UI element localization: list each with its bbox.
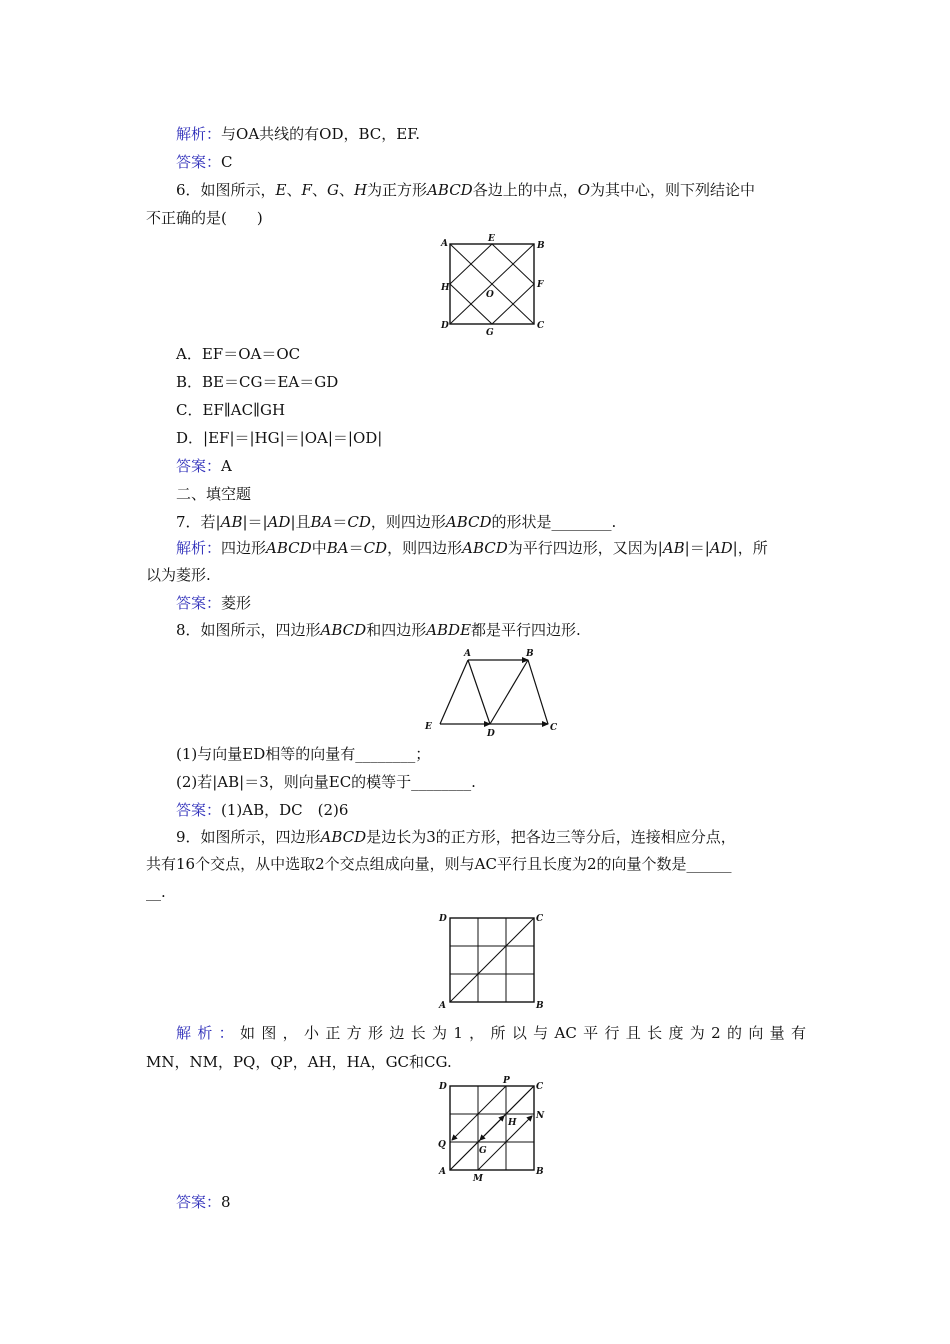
colon: ： [206, 125, 222, 143]
q6-text: 各边上的中点， [472, 181, 578, 199]
q7-var: AB [662, 539, 685, 557]
fig-label-B: B [536, 1167, 544, 1177]
q6-answer [176, 456, 836, 476]
q9-analysis-line2: MN，NM，PQ，QP，AH，HA，GC和CG. [146, 1053, 452, 1071]
section-heading: 二、填空题 [176, 485, 252, 503]
q9-figure-1 [430, 908, 560, 1012]
fig-label-C: C [536, 914, 544, 924]
q8-sub1: (1)与向量ED相等的向量有________； [176, 745, 431, 763]
q6-answer-text: A [221, 457, 232, 475]
q8-var: ABDE [426, 621, 472, 639]
analysis-label: 解析 [176, 539, 207, 557]
q6-option-c: C．EF∥AC∥GH [176, 401, 286, 419]
fig-label-B: B [526, 649, 534, 659]
q9-stem-line3: __. [146, 883, 166, 901]
q7-text: 7．若| [176, 513, 221, 531]
q7-analysis-text: 为平行四边形，又因为| [507, 539, 663, 557]
fig-label-F: F [537, 280, 544, 290]
q7-analysis-text: ＝ [348, 539, 364, 557]
q6-option-d: D．|EF|＝|HG|＝|OA|＝|OD| [176, 429, 383, 447]
q7-analysis-text: 中 [311, 539, 327, 557]
fig-label-G: G [486, 328, 494, 338]
answer-label: 答案 [176, 801, 207, 819]
fig-label-M: M [473, 1174, 483, 1184]
q5-answer [176, 152, 836, 172]
fig-label-H: H [508, 1118, 517, 1128]
q8-figure [420, 644, 570, 740]
fig-label-O: O [486, 290, 494, 300]
q7-text: |＝| [242, 513, 268, 531]
q8-answer [176, 800, 836, 820]
fig-label-C: C [537, 321, 545, 331]
q7-text: |且 [290, 513, 311, 531]
fig-label-P: P [503, 1076, 510, 1086]
q6-option-b: B．BE＝CG＝EA＝GD [176, 373, 339, 391]
q7-var: ABCD [445, 513, 492, 531]
q9-figure-2 [430, 1076, 560, 1184]
answer-label: 答案 [176, 594, 207, 612]
q7-answer-text: 菱形 [221, 594, 252, 612]
fig-label-B: B [536, 1001, 544, 1011]
q9-analysis-text: 如图，小正方形边长为1，所以与AC平行且长度为2的向量有 [240, 1024, 806, 1042]
q9-answer [176, 1192, 836, 1212]
q7-analysis-text: |＝| [684, 539, 710, 557]
colon: ： [218, 1024, 241, 1042]
analysis-label: 解析 [176, 1024, 219, 1042]
fig-label-A: A [464, 649, 471, 659]
q9-answer-text: 8 [221, 1193, 231, 1211]
fig-label-D: D [441, 321, 449, 331]
answer-label: 答案 [176, 153, 207, 171]
q8-text: 和四边形 [366, 621, 427, 639]
fig-label-E: E [425, 722, 432, 732]
q9-text: 9．如图所示，四边形 [176, 828, 321, 846]
colon: ： [206, 1193, 222, 1211]
colon: ： [206, 801, 222, 819]
q9-text: 是边长为3的正方形，把各边三等分后，连接相应分点， [366, 828, 736, 846]
colon: ： [206, 153, 222, 171]
q6-var: ABCD [427, 181, 473, 199]
q7-var: ABCD [266, 539, 312, 557]
fig-label-H: H [441, 283, 450, 293]
q9-analysis-line1 [176, 1023, 806, 1043]
q8-sub2: (2)若|AB|＝3，则向量EC的模等于________. [176, 773, 476, 791]
q7-var: AB [220, 513, 243, 531]
q6-var: F [301, 181, 312, 199]
q6-figure [436, 234, 546, 338]
fig-label-E: E [488, 234, 495, 244]
q7-var: AD [267, 513, 291, 531]
q6-var: O [577, 181, 591, 199]
q8-answer-text: (1)AB，DC (2)6 [221, 801, 349, 819]
q6-text: 为其中心，则下列结论中 [590, 181, 756, 199]
q7-text: ，则四边形 [370, 513, 446, 531]
fig-label-N: N [536, 1111, 545, 1121]
q7-analysis-text: 四边形 [221, 539, 267, 557]
q6-var: H [353, 181, 368, 199]
answer-label: 答案 [176, 457, 207, 475]
q9-stem-line2: 共有16个交点，从中选取2个交点组成向量，则与AC平行且长度为2的向量个数是______ [146, 855, 732, 873]
q7-text: 的形状是________. [491, 513, 617, 531]
fig-label-D: D [439, 1082, 447, 1092]
q6-text: 、 [338, 181, 354, 199]
q7-var: BA [326, 539, 349, 557]
q6-text: 、 [311, 181, 327, 199]
q6-stem-line2: 不正确的是( ) [146, 209, 263, 227]
fig-label-G: G [479, 1146, 487, 1156]
fig-label-A: A [441, 239, 448, 249]
q7-analysis-text: ，则四边形 [387, 539, 463, 557]
answer-label: 答案 [176, 1193, 207, 1211]
q7-answer [176, 593, 836, 613]
q6-text: 、 [286, 181, 302, 199]
fig-label-D: D [439, 914, 447, 924]
q7-var: CD [347, 513, 371, 531]
q5-analysis-text: 与OA共线的有OD，BC，EF. [221, 125, 421, 143]
q7-stem [176, 512, 836, 532]
colon: ： [206, 457, 222, 475]
fig-label-C: C [536, 1082, 544, 1092]
q6-stem-line1 [176, 180, 836, 200]
q7-var: CD [363, 539, 388, 557]
q7-analysis-line2: 以为菱形. [146, 566, 211, 584]
q8-text: 8．如图所示，四边形 [176, 621, 321, 639]
q7-text: ＝ [332, 513, 348, 531]
colon: ： [206, 594, 222, 612]
fig-label-A: A [439, 1001, 446, 1011]
q6-var: G [326, 181, 339, 199]
fig-label-Q: Q [438, 1140, 446, 1150]
q5-analysis [176, 124, 836, 144]
analysis-label: 解析 [176, 125, 207, 143]
q7-var: AD [709, 539, 733, 557]
colon: ： [206, 539, 222, 557]
q7-var: ABCD [462, 539, 508, 557]
q8-stem [176, 620, 836, 640]
q6-text: 6．如图所示， [176, 181, 276, 199]
fig-label-B: B [537, 241, 545, 251]
fig-label-A: A [439, 1167, 446, 1177]
fig-label-D: D [487, 729, 495, 739]
fig-label-C: C [550, 723, 558, 733]
q6-text: 为正方形 [367, 181, 428, 199]
q7-analysis-line1 [176, 538, 806, 558]
q8-text: 都是平行四边形. [471, 621, 581, 639]
q5-answer-text: C [221, 153, 233, 171]
q8-var: ABCD [320, 621, 367, 639]
q7-var: BA [310, 513, 333, 531]
q6-option-a: A．EF＝OA＝OC [176, 345, 301, 363]
q6-var: E [275, 181, 287, 199]
q7-analysis-text: |，所 [732, 539, 768, 557]
q9-stem-line1 [176, 827, 836, 847]
q9-var: ABCD [320, 828, 367, 846]
